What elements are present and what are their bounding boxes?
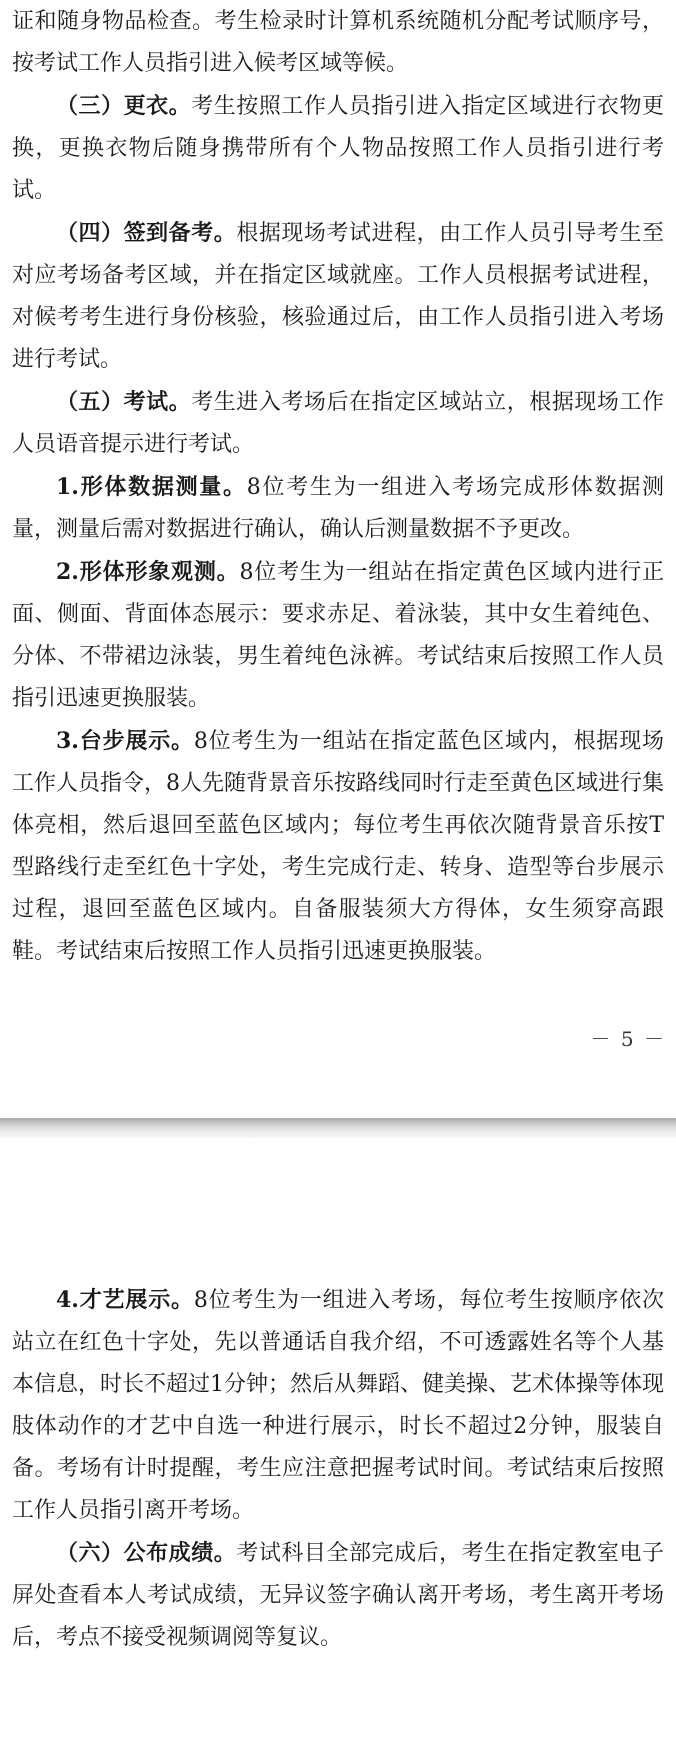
paragraph-body: 根据现场考试进程，由工作人员引导考生至对应考场备考区域，并在指定区域就座。工作人员根据考试进程，对候考考生进行身份核验，核验通过后，由工作人员指引进入考场进行考试。 <box>12 221 664 372</box>
paragraph-lead: 4.才艺展示。 <box>56 1287 194 1313</box>
paragraph-body: 8位考生为一组站在指定黄色区域内进行正面、侧面、背面体态展示：要求赤足、着泳装，其中女生着纯色、分体、不带裙边泳装，男生着纯色泳裤。考试结束后按照工作人员指引迅速更换服装。 <box>12 560 665 711</box>
paragraph-body-measurement <box>12 466 664 551</box>
page-content <box>12 0 664 973</box>
paragraph-exam <box>12 381 664 466</box>
paragraph-body: 8位考生为一组进入考场完成形体数据测量，测量后需对数据进行确认，确认后测量数据不予更改。 <box>12 475 665 542</box>
paragraph-catwalk <box>12 720 664 973</box>
paragraph-lead: 2.形体形象观测。 <box>56 559 240 585</box>
paragraph-sign-in <box>12 212 664 381</box>
paragraph-lead: （六）公布成绩。 <box>56 1540 237 1566</box>
paragraph-body: 考生按照工作人员指引进入指定区域进行衣物更换，更换衣物后随身携带所有个人物品按照工作人员指引进行考试。 <box>12 94 664 203</box>
paragraph-lead: 3.台步展示。 <box>56 728 194 754</box>
page-number: － 5 － <box>590 1027 666 1051</box>
paragraph-lead: （四）签到备考。 <box>56 220 237 246</box>
paragraph-body: 8位考生为一组站在指定蓝色区域内，根据现场工作人员指令，8人先随背景音乐按路线同时行走至黄色区域进行集体亮相，然后退回至蓝色区域内；每位考生再依次随背景音乐按T型路线行走至红色十字处，考生完成行走、转身、造型等台步展示过程，退回至蓝色区域内。自备服装须大方得体，女生须穿高跟鞋。考试结束后按照工作人员指引迅速更换服装。 <box>12 729 665 964</box>
paragraph-results <box>12 1532 664 1659</box>
paragraph-body: 考生进入考场后在指定区域站立，根据现场工作人员语音提示进行考试。 <box>12 390 664 457</box>
paragraph-body-observation <box>12 551 664 720</box>
paragraph-continuation <box>12 0 664 85</box>
paragraph-lead: （五）考试。 <box>56 389 192 415</box>
paragraph-lead: （三）更衣。 <box>56 93 192 119</box>
page-content <box>12 1138 664 1659</box>
paragraph-body: 证和随身物品检查。考生检录时计算机系统随机分配考试顺序号，按考试工作人员指引进入候考区域等候。 <box>12 9 664 76</box>
paragraph-lead: 1.形体数据测量。 <box>56 474 247 500</box>
paragraph-body: 考试科目全部完成后，考生在指定教室电子屏处查看本人考试成绩，无异议签字确认离开考场，考生离开考场后，考点不接受视频调阅等复议。 <box>12 1541 664 1650</box>
paragraph-change-clothes <box>12 85 664 212</box>
paragraph-talent <box>12 1279 664 1532</box>
document-page-6 <box>0 1138 676 1761</box>
paragraph-body: 8位考生为一组进入考场，每位考生按顺序依次站立在红色十字处，先以普通话自我介绍，不可透露姓名等个人基本信息，时长不超过1分钟；然后从舞蹈、健美操、艺术体操等体现肢体动作的才艺中自选一种进行展示，时长不超过2分钟，服装自备。考场有计时提醒，考生应注意把握考试时间。考试结束后按照工作人员指引离开考场。 <box>12 1288 665 1523</box>
page-separator <box>0 1118 676 1138</box>
